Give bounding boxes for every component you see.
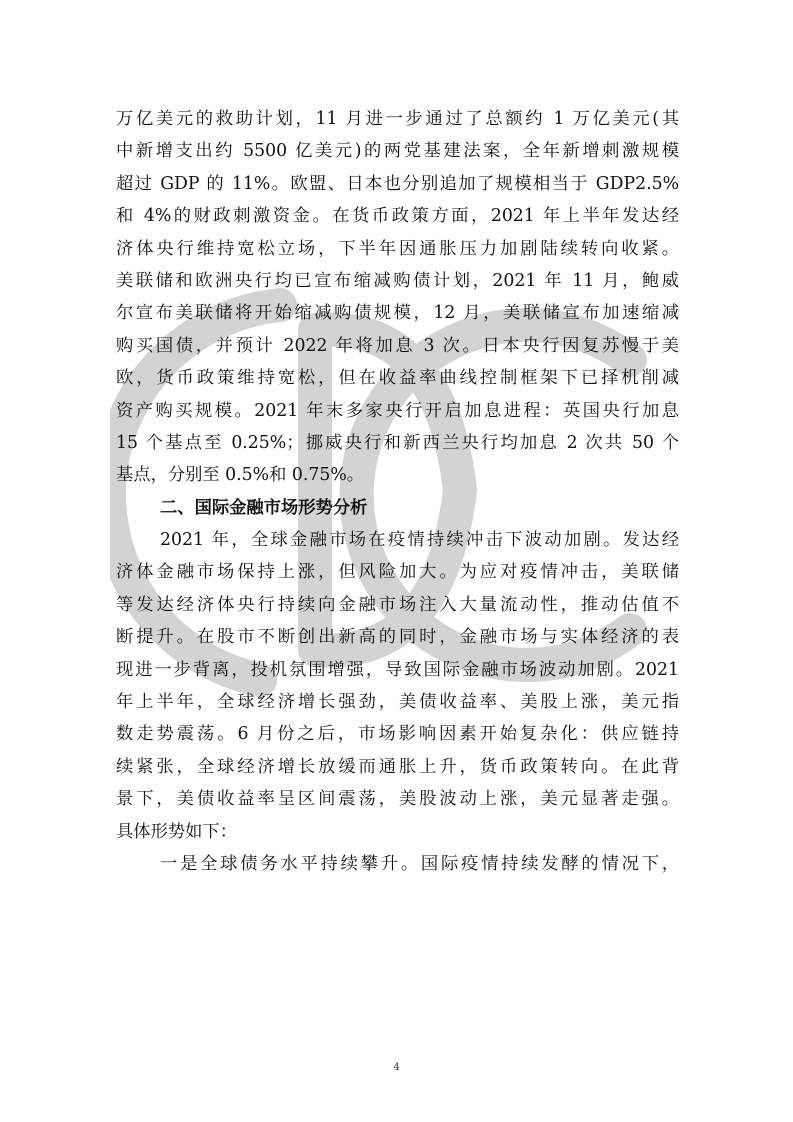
text-line: 等发达经济体央行持续向金融市场注入大量流动性，推动估值不 — [116, 594, 679, 615]
text-line: 济体央行维持宽松立场，下半年因通胀压力加剧陆续转向收紧。 — [116, 238, 679, 259]
page-number: 4 — [393, 1062, 400, 1073]
text-line: 2021 年，全球金融市场在疫情持续冲击下波动加剧。发达经 — [160, 530, 679, 551]
text-line: 济体金融市场保持上涨，但风险加大。为应对疫情冲击，美联储 — [116, 562, 679, 583]
text-line: 数走势震荡。6 月份之后，市场影响因素开始复杂化：供应链持 — [116, 724, 679, 745]
section-heading: 二、国际金融市场形势分析 — [160, 497, 368, 518]
text-line: 15 个基点至 0.25%；挪威央行和新西兰央行均加息 2 次共 50 个 — [116, 432, 679, 453]
text-line: 万亿美元的救助计划，11 月进一步通过了总额约 1 万亿美元(其 — [116, 109, 679, 129]
text-line: 美联储和欧洲央行均已宣布缩减购债计划，2021 年 11 月，鲍威 — [116, 270, 679, 291]
text-line: 欧，货币政策维持宽松，但在收益率曲线控制框架下已择机削减 — [116, 368, 679, 389]
text-line: 年上半年，全球经济增长强劲，美债收益率、美股上涨，美元指 — [116, 692, 679, 713]
document-body — [116, 103, 679, 880]
text-line: 景下，美债收益率呈区间震荡，美股波动上涨，美元显著走强。 — [116, 789, 679, 810]
text-line: 和 4%的财政刺激资金。在货币政策方面，2021 年上半年发达经 — [116, 206, 679, 227]
text-line: 具体形势如下： — [116, 821, 237, 842]
text-line: 断提升。在股市不断创出新高的同时，金融市场与实体经济的表 — [116, 627, 679, 648]
paragraph-market-analysis — [116, 524, 679, 848]
text-line: 购买国债，并预计 2022 年将加息 3 次。日本央行因复苏慢于美 — [116, 335, 679, 356]
paragraph-funding — [116, 103, 679, 492]
text-line: 现进一步背离，投机氛围增强，导致国际金融市场波动加剧。2021 — [116, 659, 679, 680]
text-line: 资产购买规模。2021 年末多家央行开启加息进程：英国央行加息 — [116, 400, 679, 421]
paragraph-debt — [116, 848, 679, 880]
text-line: 一是全球债务水平持续攀升。国际疫情持续发酵的情况下， — [160, 853, 679, 874]
text-line: 中新增支出约 5500 亿美元)的两党基建法案，全年新增刺激规模 — [116, 141, 679, 162]
text-line: 续紧张，全球经济增长放缓而通胀上升，货币政策转向。在此背 — [116, 756, 679, 777]
text-line: 超过 GDP 的 11%。欧盟、日本也分别追加了规模相当于 GDP2.5% — [116, 173, 679, 194]
text-line: 基点，分别至 0.5%和 0.75%。 — [116, 465, 365, 486]
text-line: 尔宣布美联储将开始缩减购债规模，12 月，美联储宣布加速缩减 — [116, 303, 679, 324]
